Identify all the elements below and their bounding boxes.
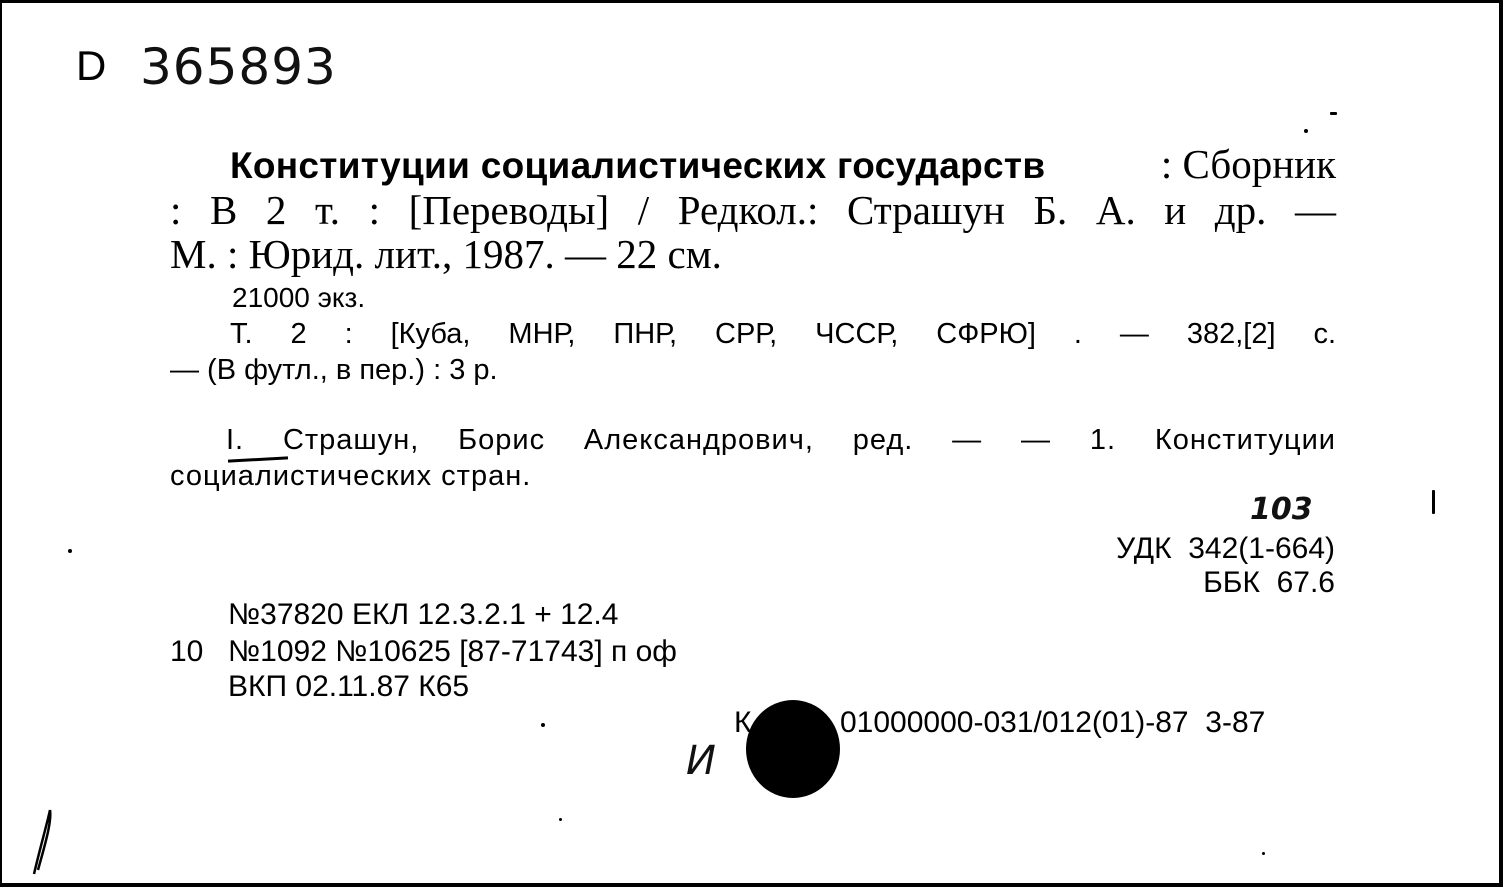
dust-speck [541, 723, 545, 727]
registry-line-2-prefix: 10 [170, 635, 204, 668]
dust-speck [1432, 490, 1435, 514]
main-entry-title: Конституции социалистических государств [230, 145, 1046, 186]
card-border-bottom [0, 883, 1503, 887]
volume-line-1: Т. 2 : [Куба, МНР, ПНР, СРР, ЧССР, СФРЮ] . — 382,[2] с. [230, 318, 1336, 350]
card-border-top [0, 0, 1503, 3]
tracings-line-2: социалистических стран. [170, 460, 532, 492]
print-run: 21000 экз. [232, 282, 366, 313]
dust-speck [1304, 129, 1308, 133]
punch-hole [746, 700, 840, 798]
udk-code: УДК 342(1-664) [1116, 532, 1335, 565]
main-entry-subtitle: : Сборник [1160, 141, 1336, 187]
card-border-left [0, 0, 2, 887]
registry-line-3: ВКП 02.11.87 К65 [228, 670, 470, 703]
price-code: 01000000-031/012(01)-87 3-87 [840, 706, 1266, 739]
pencil-stroke-icon [28, 808, 58, 878]
handwritten-initials: И [686, 738, 716, 784]
registry-line-2: №1092 №10625 [87-71743] п оф [228, 635, 677, 668]
card-number: 365893 [140, 38, 337, 96]
tracings-line-1: I. Страшун, Борис Александрович, ред. — — 1. Конституции [226, 424, 1336, 456]
card-number-prefix: D [76, 42, 107, 89]
price-code-prefix: К [734, 706, 752, 739]
main-entry-line-1 [230, 140, 1336, 188]
main-entry-line-3: М. : Юрид. лит., 1987. — 22 см. [170, 231, 722, 277]
handwritten-number: 103 [1250, 492, 1313, 527]
volume-line-2: — (В футл., в пер.) : 3 р. [170, 354, 498, 386]
main-entry-line-2: : В 2 т. : [Переводы] / Редкол.: Страшун Б. А. и др. — [170, 187, 1336, 233]
dust-speck [559, 818, 562, 821]
card-border-right [1499, 0, 1503, 887]
bbk-code: ББК 67.6 [1203, 566, 1335, 599]
dust-speck [1262, 852, 1265, 855]
registry-line-1: №37820 ЕКЛ 12.3.2.1 + 12.4 [228, 598, 619, 631]
dust-speck [68, 549, 72, 553]
dust-speck [1330, 112, 1337, 115]
